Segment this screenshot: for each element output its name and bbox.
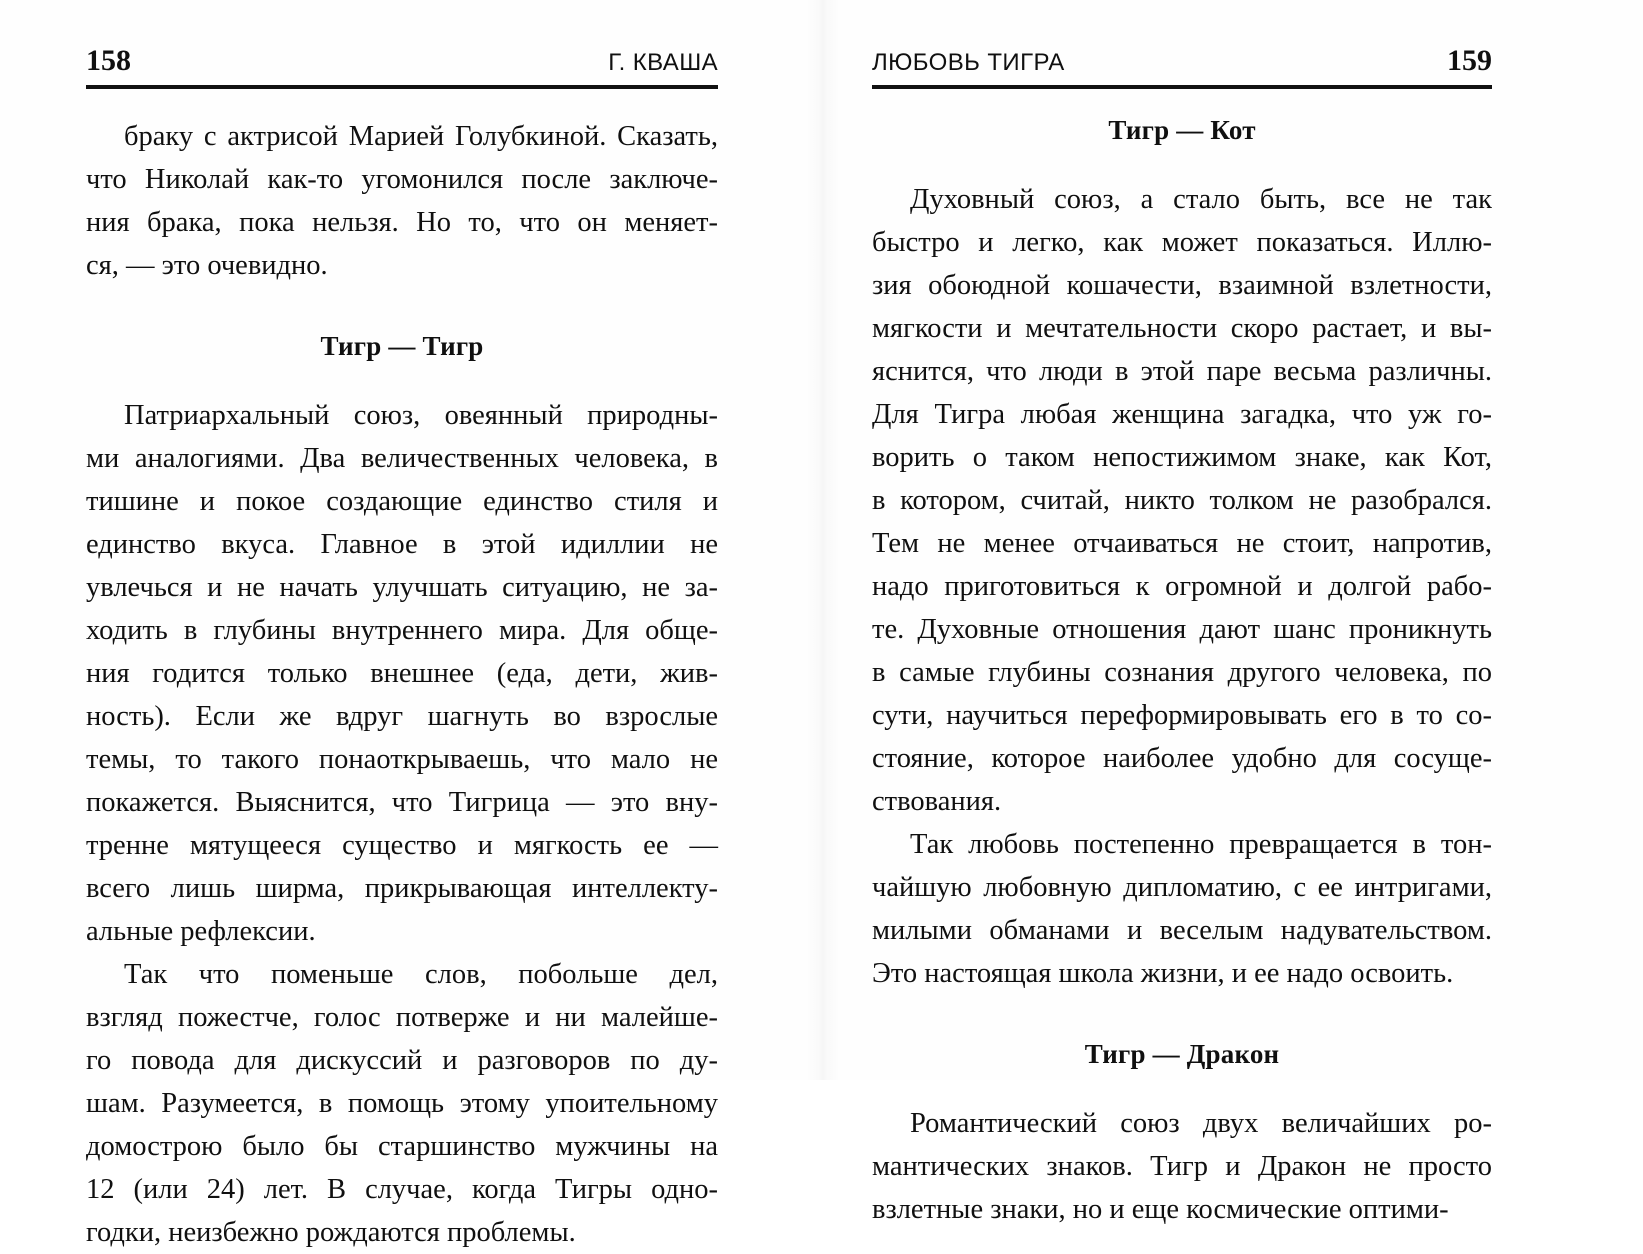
- text-line: надо приготовиться к огромной и долгой рабо-: [872, 571, 1492, 602]
- text-line: альные рефлексии.: [86, 916, 316, 947]
- text-line: Патриархальный союз, овеянный природны-: [124, 400, 718, 431]
- left-running-title: Г. КВАША: [608, 49, 718, 76]
- text-line: Для Тигра любая женщина загадка, что уж го-: [872, 399, 1492, 430]
- text-line: сути, научиться переформировывать его в то со-: [872, 700, 1492, 731]
- text-line: мантических знаков. Тигр и Дракон не просто: [872, 1151, 1492, 1182]
- text-line: ворить о таком непостижимом знаке, как Кот,: [872, 442, 1492, 473]
- text-line: стояние, которое наиболее удобно для сосуще-: [872, 743, 1492, 774]
- right-running-title: ЛЮБОВЬ ТИГРА: [872, 49, 1065, 76]
- text-line: зия обоюдной кошачести, взаимной взлетности,: [872, 270, 1492, 301]
- left-page-number: 158: [86, 44, 131, 77]
- text-line: милыми обманами и веселым надувательством.: [872, 915, 1492, 946]
- section-heading: Тигр — Тигр: [320, 331, 484, 361]
- text-line: яснится, что люди в этой паре весьма различны.: [872, 356, 1492, 387]
- text-line: что Николай как-то угомонился после заключе-: [86, 164, 718, 195]
- body-paragraph: [86, 953, 718, 1254]
- body-paragraph: [86, 115, 718, 287]
- body-paragraph: [86, 394, 718, 953]
- text-line: взлетные знаки, но и еще космические оптими-: [872, 1194, 1449, 1225]
- text-line: ния годится только внешнее (еда, дети, жив-: [86, 658, 718, 689]
- text-line: ность). Если же вдруг шагнуть во взрослые: [86, 701, 718, 732]
- text-line: всего лишь ширма, прикрывающая интеллекту-: [86, 873, 718, 904]
- text-line: в самые глубины сознания другого человека, по: [872, 657, 1492, 688]
- text-line: те. Духовные отношения дают шанс проникнуть: [872, 614, 1492, 645]
- text-line: браку с актрисой Марией Голубкиной. Сказать,: [124, 121, 718, 152]
- text-line: быстро и легко, как может показаться. Иллю-: [872, 227, 1492, 258]
- section-heading: Тигр — Кот: [1108, 115, 1256, 145]
- text-line: шам. Разумеется, в помощь этому упоительному: [86, 1088, 718, 1119]
- text-line: взгляд пожестче, голос потверже и ни малейше-: [86, 1002, 718, 1033]
- text-line: в котором, считай, никто толком не разобрался.: [872, 485, 1492, 516]
- text-line: 12 (или 24) лет. В случае, когда Тигры одно-: [86, 1174, 718, 1205]
- text-line: мягкости и мечтательности скоро растает, и вы-: [872, 313, 1492, 344]
- text-line: ся, — это очевидно.: [86, 250, 328, 281]
- left-page-content: [86, 115, 718, 1254]
- left-header-rule: [86, 85, 718, 89]
- right-running-head: [872, 46, 1492, 85]
- text-line: ми аналогиями. Два величественных человека, в: [86, 443, 718, 474]
- text-line: Духовный союз, а стало быть, все не так: [910, 184, 1492, 215]
- text-line: Романтический союз двух величайших ро-: [910, 1108, 1492, 1139]
- left-running-head: [86, 46, 718, 85]
- text-line: покажется. Выяснится, что Тигрица — это вну-: [86, 787, 718, 818]
- text-line: годки, неизбежно рождаются проблемы.: [86, 1217, 576, 1248]
- text-line: Тем не менее отчаиваться не стоит, напротив,: [872, 528, 1492, 559]
- right-page-number: 159: [1447, 44, 1492, 77]
- right-page: [822, 0, 1643, 1225]
- body-paragraph: [872, 823, 1492, 995]
- text-line: ходить в глубины внутреннего мира. Для обще-: [86, 615, 718, 646]
- text-line: тишине и покое создающие единство стиля и: [86, 486, 718, 517]
- section-heading: Тигр — Дракон: [1084, 1039, 1280, 1069]
- text-line: ствования.: [872, 786, 1002, 817]
- text-line: го повода для дискуссий и разговоров по ду-: [86, 1045, 718, 1076]
- right-page-content: [872, 115, 1492, 1231]
- text-line: чайшую любовную дипломатию, с ее интригами,: [872, 872, 1492, 903]
- left-page: [0, 0, 822, 1248]
- text-line: увлечься и не начать улучшать ситуацию, не за-: [86, 572, 718, 603]
- text-line: единство вкуса. Главное в этой идиллии не: [86, 529, 718, 560]
- text-line: Так что поменьше слов, побольше дел,: [124, 959, 718, 990]
- text-line: Так любовь постепенно превращается в тон-: [910, 829, 1492, 860]
- text-line: тренне мятущееся существо и мягкость ее —: [86, 830, 718, 861]
- text-line: ния брака, пока нельзя. Но то, что он меняет-: [86, 207, 718, 238]
- right-header-rule: [872, 85, 1492, 89]
- body-paragraph: [872, 1102, 1492, 1231]
- text-line: домострою было бы старшинство мужчины на: [86, 1131, 718, 1162]
- text-line: Это настоящая школа жизни, и ее надо освоить.: [872, 958, 1454, 989]
- text-line: темы, то такого понаоткрываешь, что мало не: [86, 744, 718, 775]
- body-paragraph: [872, 178, 1492, 823]
